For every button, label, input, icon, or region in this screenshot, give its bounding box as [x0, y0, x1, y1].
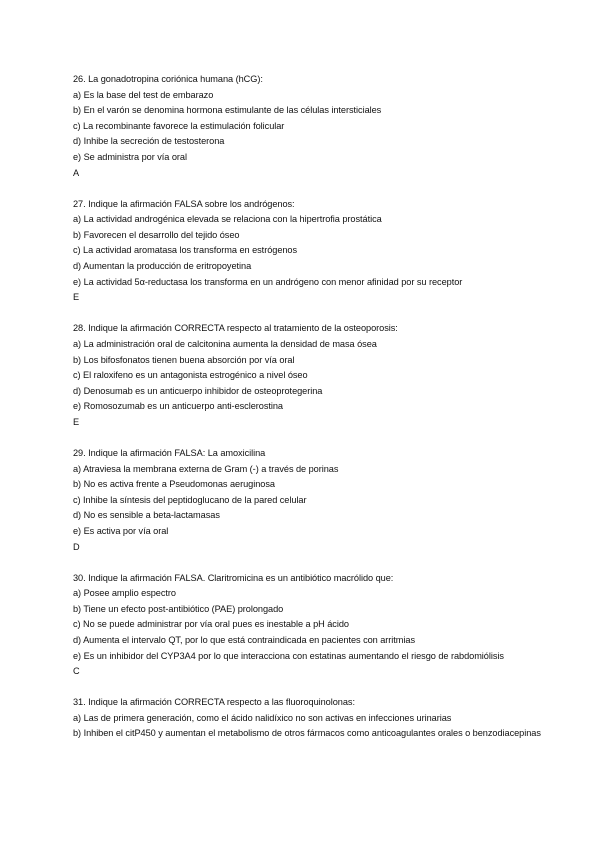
option-e: e) La actividad 5α-reductasa los transforma en un andrógeno con menor afinidad por su receptor: [73, 276, 463, 287]
option-a: a) Posee amplio espectro: [73, 588, 176, 599]
question-stem: 29. Indique la afirmación FALSA: La amoxicilina: [73, 447, 266, 458]
option-c: c) Inhibe la síntesis del peptidoglucano de la pared celular: [73, 494, 307, 505]
option-d: d) Aumentan la producción de eritropoyetina: [73, 261, 252, 272]
option-b: b) Tiene un efecto post-antibiótico (PAE) prolongado: [73, 603, 284, 614]
option-e: e) Es activa por vía oral: [73, 525, 169, 536]
option-b: b) Los bifosfonatos tienen buena absorción por vía oral: [73, 354, 295, 365]
question-28: [73, 321, 543, 430]
option-a: a) La actividad androgénica elevada se relaciona con la hipertrofia prostática: [73, 214, 382, 225]
question-stem: 26. La gonadotropina coriónica humana (hCG):: [73, 74, 263, 84]
answer-key: E: [73, 292, 80, 303]
question-stem: 31. Indique la afirmación CORRECTA respecto a las fluoroquinolonas:: [73, 697, 355, 708]
option-c: c) La recombinante favorece la estimulación folicular: [73, 120, 285, 131]
question-stem: 30. Indique la afirmación FALSA. Claritromicina es un antibiótico macrólido que:: [73, 572, 394, 583]
option-d: d) Denosumab es un anticuerpo inhibidor de osteoprotegerina: [73, 385, 323, 396]
option-b: b) Favorecen el desarrollo del tejido óseo: [73, 229, 240, 240]
option-c: c) No se puede administrar por vía oral pues es inestable a pH ácido: [73, 619, 349, 630]
question-29: [73, 446, 543, 555]
question-27: [73, 197, 543, 306]
question-26: [73, 72, 543, 181]
option-b: b) Inhiben el citP450 y aumentan el metabolismo de otros fármacos como anticoagulantes orales o benzodiacepinas: [73, 728, 541, 739]
question-31: [73, 695, 543, 742]
option-d: d) Aumenta el intervalo QT, por lo que está contraindicada en pacientes con arritmias: [73, 635, 416, 645]
option-e: e) Es un inhibidor del CYP3A4 por lo que interacciona con estatinas aumentando el riesgo de rabdomiólisis: [73, 650, 504, 661]
option-e: e) Se administra por vía oral: [73, 151, 187, 162]
option-b: b) En el varón se denomina hormona estimulante de las células intersticiales: [73, 105, 382, 116]
option-c: c) El raloxifeno es un antagonista estrogénico a nivel óseo: [73, 370, 308, 381]
option-e: e) Romosozumab es un anticuerpo anti-esclerostina: [73, 401, 283, 412]
answer-key: E: [73, 416, 80, 427]
answer-key: D: [73, 541, 80, 552]
document-page: [73, 72, 543, 758]
option-a: a) La administración oral de calcitonina aumenta la densidad de masa ósea: [73, 338, 377, 349]
answer-key: C: [73, 666, 80, 677]
option-a: a) Las de primera generación, como el ácido nalidíxico no son activas en infecciones urinarias: [73, 712, 452, 723]
question-stem: 27. Indique la afirmación FALSA sobre los andrógenos:: [73, 198, 295, 209]
option-a: a) Atraviesa la membrana externa de Gram (-) a través de porinas: [73, 463, 339, 474]
answer-key: A: [73, 167, 80, 178]
option-c: c) La actividad aromatasa los transforma en estrógenos: [73, 245, 298, 256]
option-a: a) Es la base del test de embarazo: [73, 89, 214, 100]
question-30: [73, 571, 543, 680]
question-stem: 28. Indique la afirmación CORRECTA respecto al tratamiento de la osteoporosis:: [73, 323, 398, 334]
option-d: d) Inhibe la secreción de testosterona: [73, 136, 225, 147]
option-b: b) No es activa frente a Pseudomonas aeruginosa: [73, 479, 275, 490]
option-d: d) No es sensible a beta-lactamasas: [73, 510, 220, 521]
